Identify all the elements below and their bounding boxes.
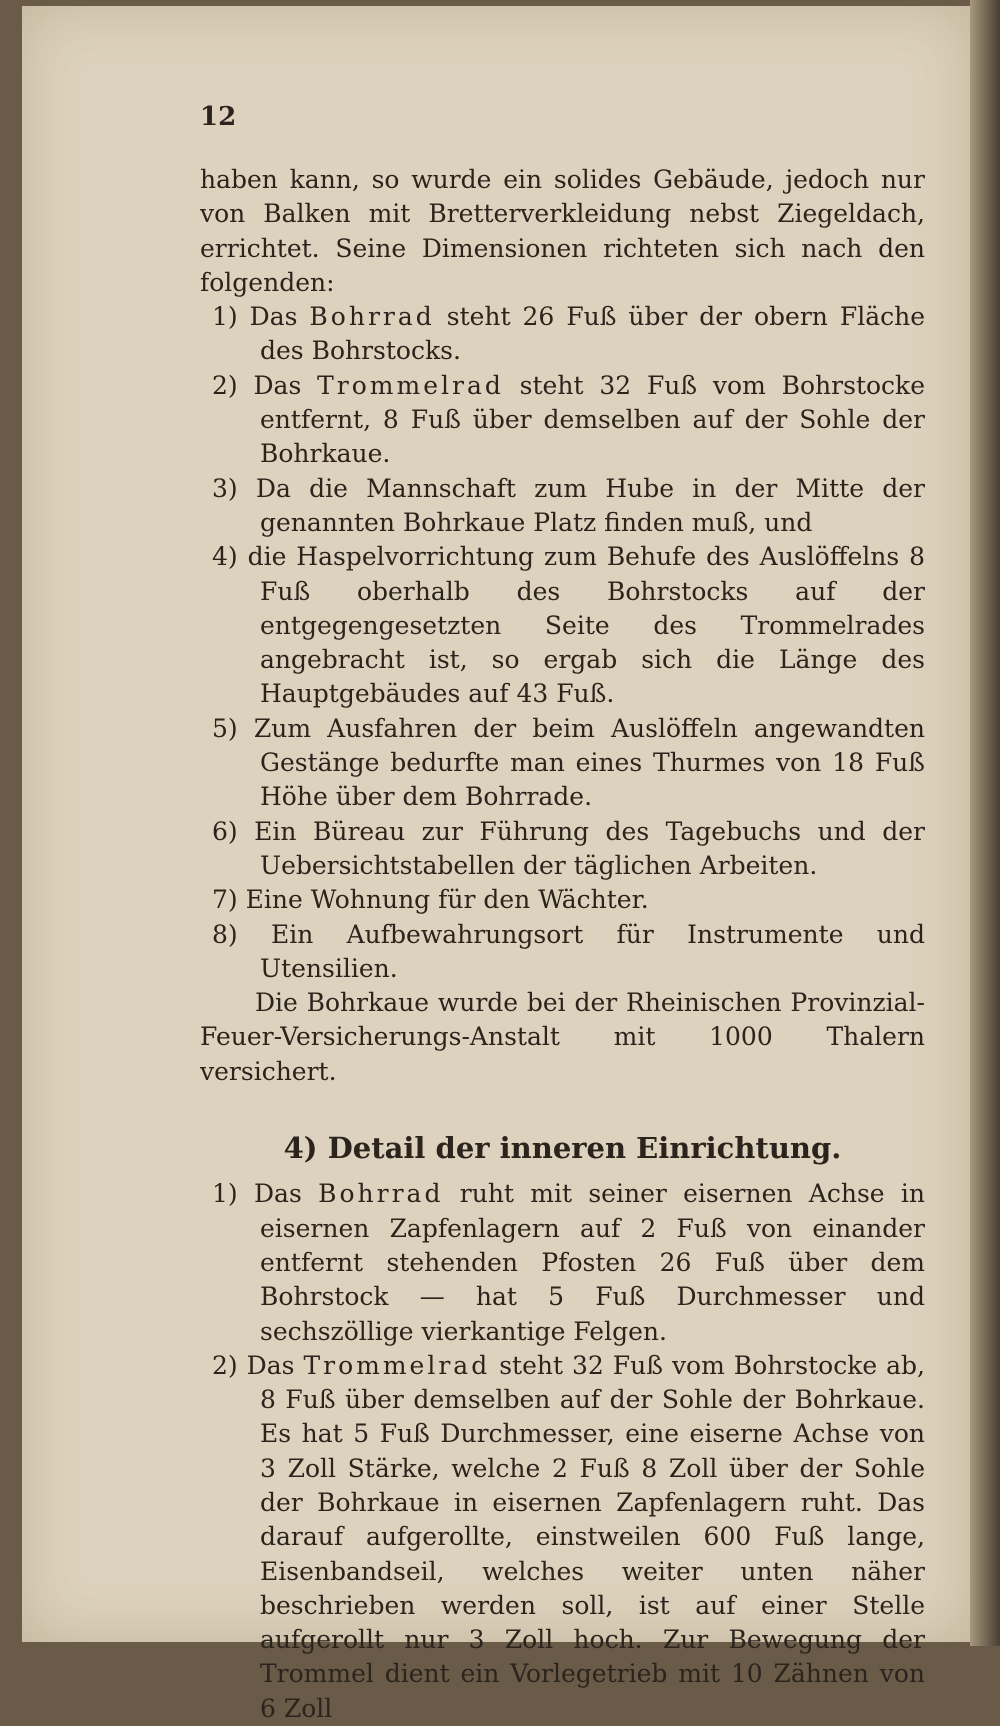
- section-heading: 4) Detail der inneren Einrichtung.: [283, 1131, 842, 1166]
- list-item: 6) Ein Büreau zur Führung des Tagebuchs und der Uebersichtstabellen der täglichen Arbeiten.: [212, 816, 926, 880]
- list-item: 8) Ein Aufbewahrungsort für Instrumente und Utensilien.: [212, 919, 925, 983]
- insurance-paragraph: Die Bohrkaue wurde bei der Rheinischen Provinzial-Feuer-Versicherungs-Anstalt mit 1000 Thalern versichert.: [200, 988, 925, 1086]
- facing-page-edge: [970, 0, 1000, 1646]
- list-item: 1) Das Bohrrad ruht mit seiner eisernen Achse in eisernen Zapfenlagern auf 2 Fuß von einander entfernt stehenden Pfosten 26 Fuß über dem Bohrstock — hat 5 Fuß Durchmesser und sechszöllige vierkantige Felgen.: [212, 1179, 926, 1346]
- list-item: 2) Das Trommelrad steht 32 Fuß vom Bohrstocke ab, 8 Fuß über demselben auf der Sohle der Bohrkaue. Es hat 5 Fuß Durchmesser, eine eiserne Achse von 3 Zoll Stärke, welche 2 Fuß 8 Zoll über der Sohle der Bohrkaue in eisernen Zapfenlagern ruht. Das darauf aufgerollte, einstweilen 600 Fuß lange, Eisenbandseil, welches weiter unten näher beschrieben werden soll, ist auf einer Stelle aufgerollt nur 3 Zoll hoch. Zur Bewegung der Trommel dient ein Vorlegetrieb mit 10 Zähnen von 6 Zoll: [212, 1350, 926, 1723]
- list-item: 1) Das Bohrrad steht 26 Fuß über der obern Fläche des Bohrstocks.: [212, 302, 925, 366]
- list-item: 4) die Haspelvorrichtung zum Behufe des Auslöffelns 8 Fuß oberhalb des Bohrstocks auf der entgegengesetzten Seite des Trommelrades angebracht ist, so ergab sich die Länge des Hauptgebäudes auf 43 Fuß.: [212, 542, 925, 709]
- detail-list: [200, 1177, 925, 1726]
- list-item: 3) Da die Mannschaft zum Hube in der Mitte der genannten Bohrkaue Platz finden muß, und: [212, 473, 926, 537]
- intro-paragraph: haben kann, so wurde ein solides Gebäude, jedoch nur von Balken mit Bretterverkleidung nebst Ziegeldach, errichtet. Seine Dimensionen richteten sich nach den folgenden:: [200, 165, 925, 297]
- list-item: 5) Zum Ausfahren der beim Auslöffeln angewandten Gestänge bedurfte man eines Thurmes von 18 Fuß Höhe über dem Bohrrade.: [212, 713, 926, 812]
- list-item: 2) Das Trommelrad steht 32 Fuß vom Bohrstocke entfernt, 8 Fuß über demselben auf der Sohle der Bohrkaue.: [212, 370, 925, 469]
- dimensions-list: [200, 300, 925, 986]
- list-item: 7) Eine Wohnung für den Wächter.: [212, 885, 649, 915]
- page-body: [200, 163, 925, 1726]
- page-number: 12: [200, 102, 237, 132]
